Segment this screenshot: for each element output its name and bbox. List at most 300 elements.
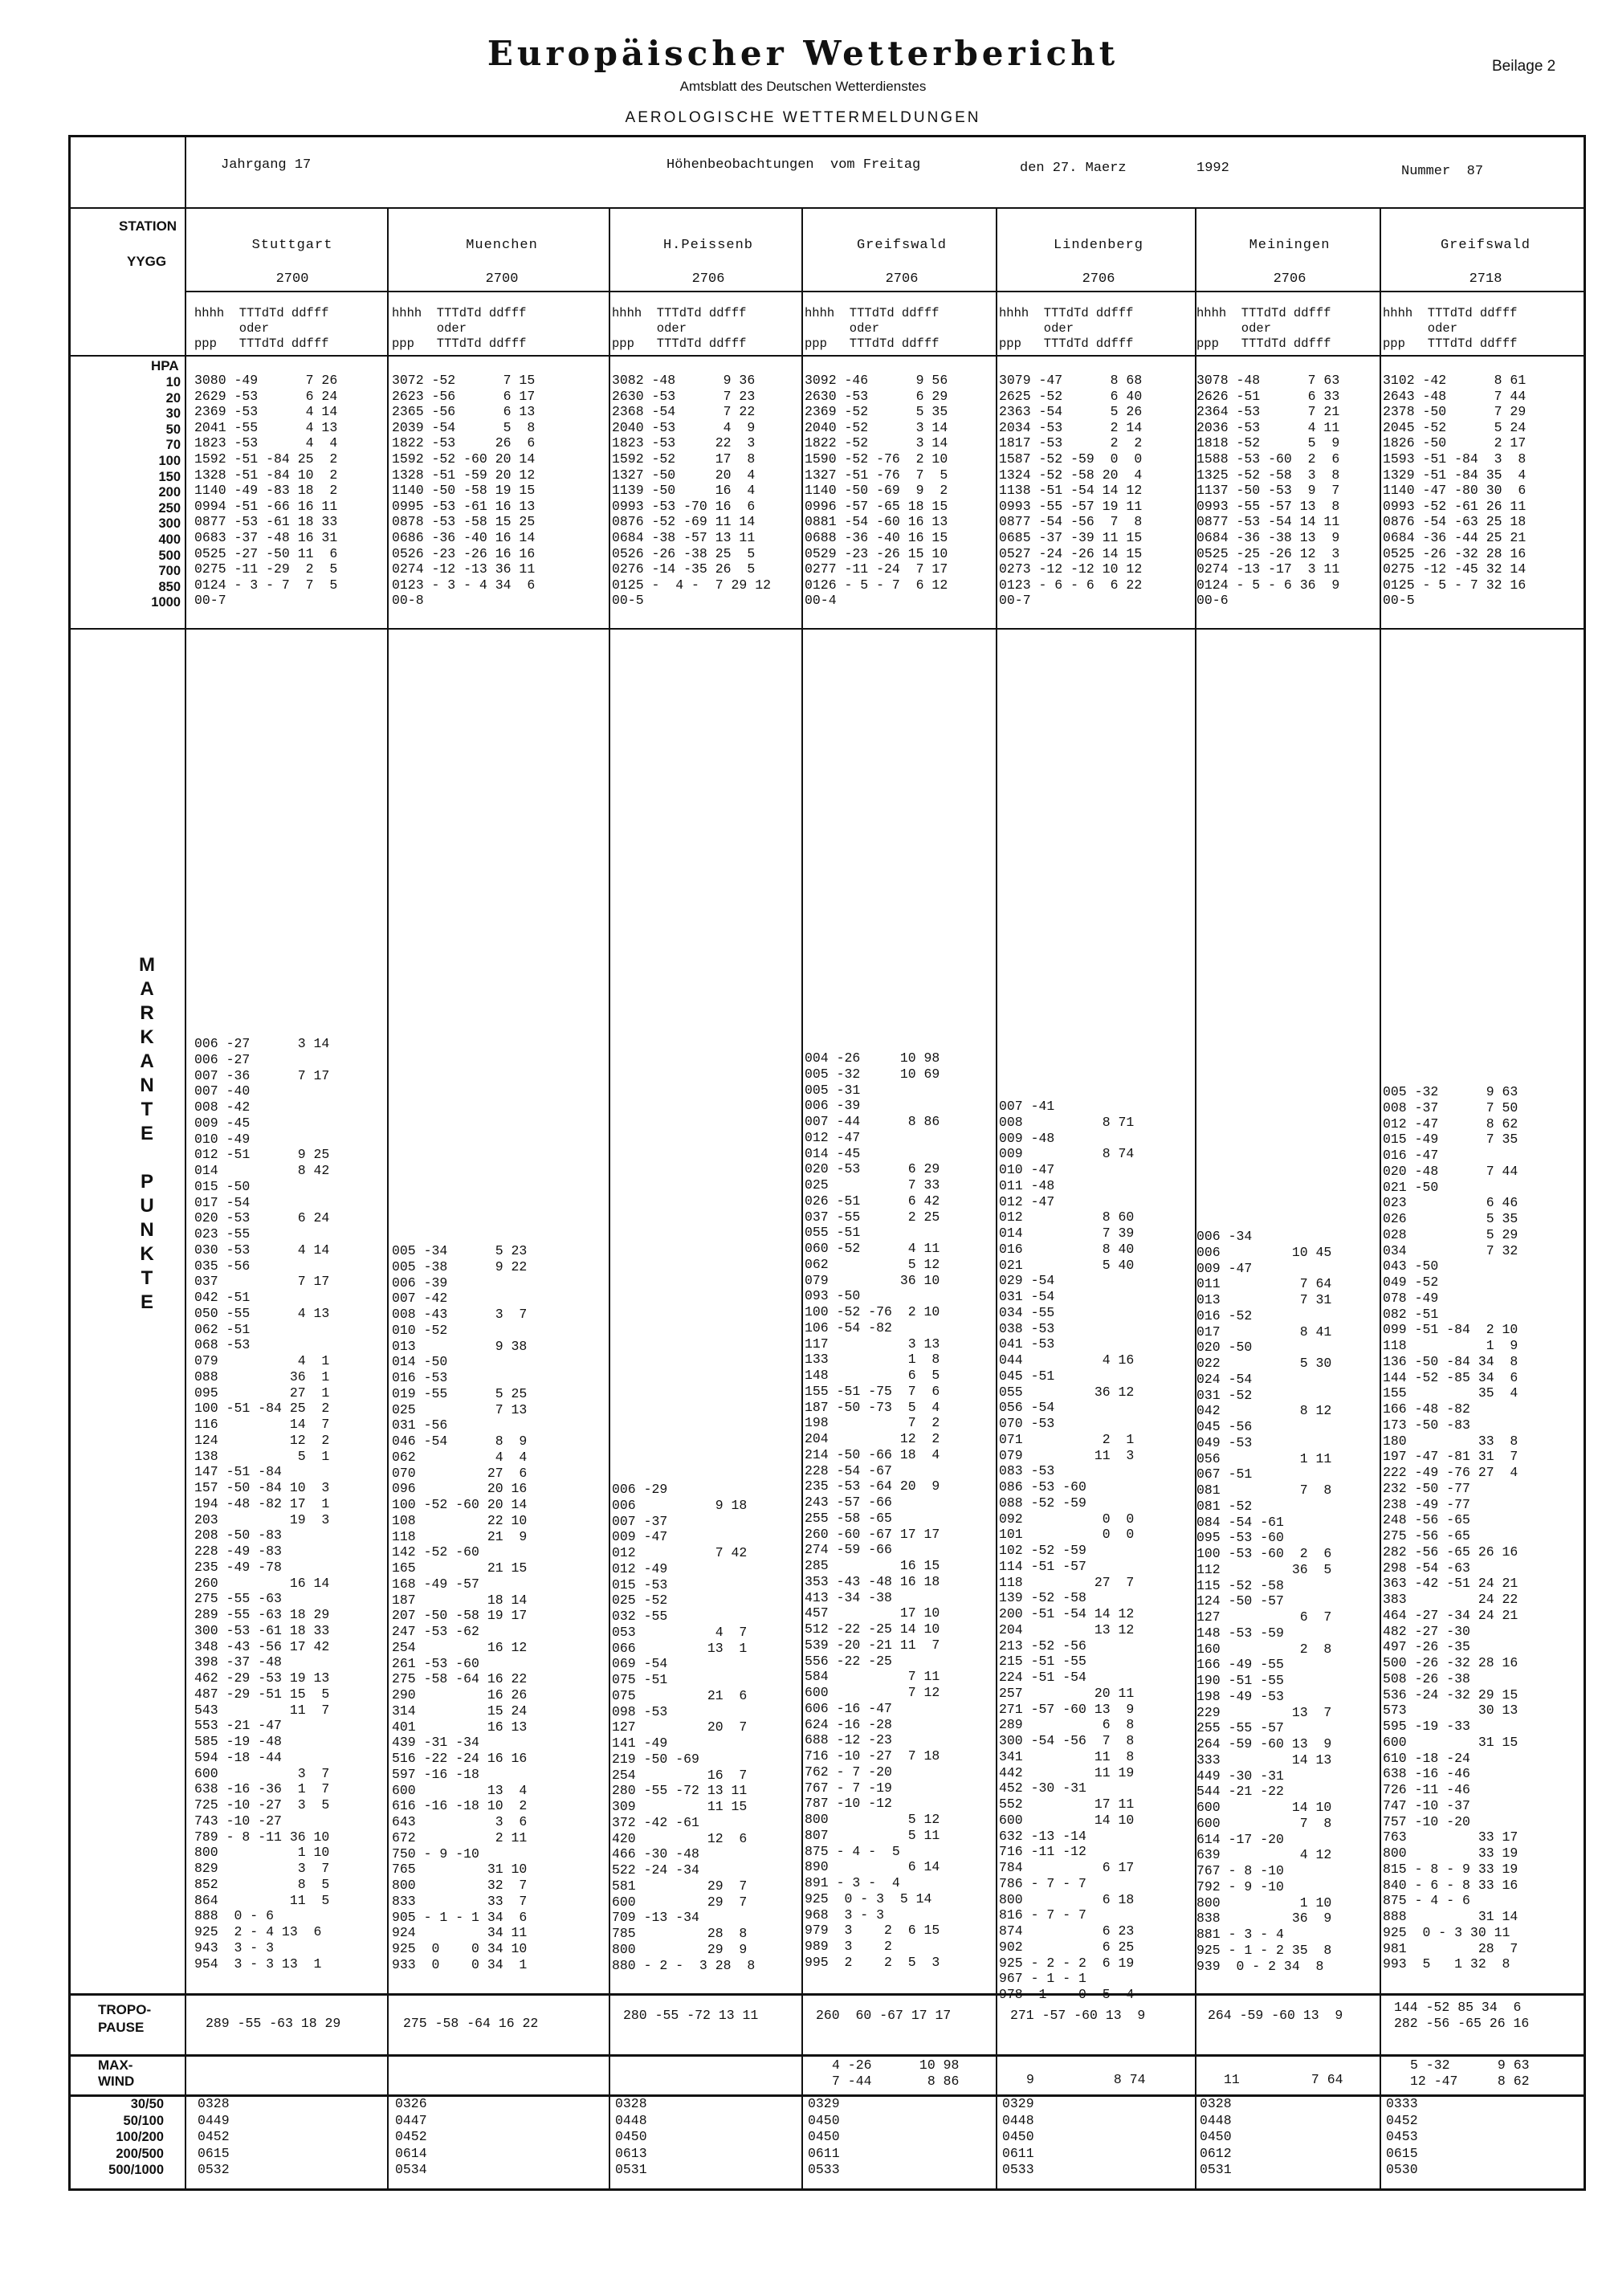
- data-row: 056 -54: [999, 1400, 1055, 1416]
- data-row: 106 -54 -82: [805, 1319, 892, 1336]
- data-row: 3102 -42 8 61: [1383, 373, 1527, 388]
- pressure-level: 700: [158, 564, 181, 579]
- markante-punkte-data: [805, 1050, 940, 1971]
- standard-levels-data: [1196, 373, 1339, 609]
- data-row: 0993 -55 -57 19 11: [999, 498, 1143, 514]
- data-row: 030 -53 4 14: [194, 1242, 330, 1258]
- data-row: 785 28 8: [612, 1926, 748, 1941]
- data-row: 0993 -55 -57 13 8: [1196, 498, 1340, 514]
- data-row: 255 -55 -57: [1196, 1720, 1284, 1736]
- data-row: 539 -20 -21 11 7: [805, 1637, 940, 1653]
- data-row: 213 -52 -56: [999, 1637, 1086, 1654]
- data-row: 0877 -53 -61 18 33: [194, 514, 338, 530]
- data-row: 021 -50: [1383, 1179, 1439, 1195]
- page-title: Europäischer Wetterbericht: [487, 34, 1119, 73]
- data-row: 029 -54: [999, 1273, 1055, 1289]
- data-row: 049 -52: [1383, 1274, 1439, 1290]
- data-row: 1324 -52 -58 20 4: [999, 467, 1143, 483]
- data-row: 807 5 11: [805, 1827, 940, 1843]
- data-row: 274 -59 -66: [805, 1542, 892, 1558]
- data-row: 500 -26 -32 28 16: [1383, 1655, 1518, 1670]
- pressure-level: 250: [158, 500, 181, 516]
- data-row: 401 16 13: [392, 1719, 528, 1735]
- markante-letter: U: [140, 1195, 154, 1217]
- data-row: 800 32 7: [392, 1878, 528, 1893]
- data-row: 767 - 8 -10: [1196, 1863, 1284, 1878]
- data-row: 016 8 40: [999, 1241, 1135, 1257]
- data-row: 275 -56 -65: [1383, 1528, 1470, 1544]
- data-row: 341 11 8: [999, 1748, 1135, 1764]
- data-row: 0123 - 6 - 6 6 22: [999, 577, 1143, 593]
- data-row: 264 -59 -60 13 9: [1208, 2008, 1343, 2023]
- data-row: 600 14 10: [1196, 1800, 1332, 1815]
- station-name: Muenchen: [466, 238, 538, 253]
- data-row: 643 3 6: [392, 1814, 528, 1829]
- year-label: Jahrgang 17: [221, 157, 312, 173]
- wind-shear-data: [1002, 2096, 1034, 2179]
- data-row: 082 -51: [1383, 1306, 1439, 1322]
- data-row: 816 - 7 - 7: [999, 1907, 1086, 1923]
- tropopause-data: [403, 2016, 538, 2032]
- data-row: 118 21 9: [392, 1528, 528, 1544]
- column-header-line: oder: [1383, 321, 1458, 336]
- data-row: 136 -50 -84 34 8: [1383, 1353, 1518, 1369]
- column-header-line: oder: [612, 321, 687, 336]
- data-row: 235 -49 -78: [194, 1559, 282, 1575]
- data-row: 187 -50 -73 5 4: [805, 1399, 940, 1415]
- column-header-line: oder: [999, 321, 1074, 336]
- station-name: H.Peissenb: [662, 238, 754, 253]
- data-row: 275 -55 -63: [194, 1591, 282, 1607]
- data-row: 013 9 38: [392, 1338, 528, 1354]
- station-name: Meiningen: [1249, 238, 1331, 253]
- data-row: 204 13 12: [999, 1621, 1135, 1637]
- column-header-line: hhhh TTTdTd ddfff: [194, 306, 329, 320]
- data-row: 522 -24 -34: [612, 1862, 699, 1878]
- pressure-level: 50: [165, 422, 181, 437]
- data-row: 214 -50 -66 18 4: [805, 1446, 940, 1462]
- data-row: 034 7 32: [1383, 1242, 1518, 1258]
- data-row: 464 -27 -34 24 21: [1383, 1607, 1518, 1623]
- data-row: 173 -50 -83: [1383, 1417, 1470, 1433]
- data-row: 12 -47 8 62: [1410, 2074, 1530, 2089]
- data-row: 0450: [1200, 2129, 1232, 2144]
- data-row: 890 6 14: [805, 1859, 940, 1875]
- data-row: 168 -49 -57: [392, 1576, 479, 1592]
- data-row: 0611: [1002, 2145, 1034, 2161]
- data-row: 2040 -52 3 14: [805, 419, 948, 435]
- station-name: Greifswald: [1440, 238, 1531, 253]
- data-row: 148 -53 -59: [1196, 1625, 1284, 1641]
- data-row: 070 -53: [999, 1416, 1055, 1431]
- data-row: 056 1 11: [1196, 1450, 1332, 1466]
- data-row: 632 -13 -14: [999, 1828, 1086, 1844]
- data-row: 006 9 18: [612, 1497, 748, 1513]
- data-row: 0684 -36 -38 13 9: [1196, 529, 1340, 545]
- hpa-label: HPA: [151, 358, 179, 373]
- data-row: 1822 -53 26 6: [392, 435, 536, 451]
- data-row: 095 27 1: [194, 1385, 330, 1401]
- data-row: 096 20 16: [392, 1481, 528, 1497]
- data-row: 144 -52 -85 34 6: [1383, 1369, 1518, 1385]
- data-row: 1817 -53 2 2: [999, 435, 1143, 451]
- data-row: 017 -54: [194, 1194, 251, 1210]
- data-row: 067 -51: [1196, 1466, 1253, 1482]
- data-row: 006 -39: [392, 1274, 448, 1291]
- data-row: 203 19 3: [194, 1511, 330, 1527]
- data-row: 757 -10 -20: [1383, 1813, 1470, 1829]
- data-row: 0275 -12 -45 32 14: [1383, 561, 1527, 577]
- data-row: 081 -52: [1196, 1498, 1253, 1514]
- data-row: 282 -56 -65 26 16: [1383, 1544, 1518, 1560]
- data-row: 763 33 17: [1383, 1829, 1518, 1845]
- data-row: 2368 -54 7 22: [612, 404, 756, 420]
- data-row: 0329: [1002, 2096, 1034, 2111]
- data-row: 075 -51: [612, 1672, 668, 1687]
- data-row: 017 8 41: [1196, 1323, 1332, 1340]
- data-row: 005 -34 5 23: [392, 1243, 528, 1258]
- data-row: 235 -53 -64 20 9: [805, 1478, 940, 1495]
- data-row: 3092 -46 9 56: [805, 373, 948, 388]
- data-row: 905 - 1 - 1 34 6: [392, 1909, 528, 1925]
- data-row: 160 2 8: [1196, 1641, 1332, 1657]
- data-row: 012 -47: [999, 1193, 1055, 1209]
- data-row: 016 -52: [1196, 1307, 1253, 1323]
- data-row: 0525 -26 -32 28 16: [1383, 545, 1527, 561]
- data-row: 1592 -52 17 8: [612, 451, 756, 467]
- data-row: 138 5 1: [194, 1448, 330, 1464]
- data-row: 215 -51 -55: [999, 1654, 1086, 1670]
- column-header-line: hhhh TTTdTd ddfff: [999, 306, 1134, 320]
- data-row: 2040 -53 4 9: [612, 419, 756, 435]
- data-row: 0531: [615, 2162, 647, 2177]
- data-row: 020 -50: [1196, 1340, 1253, 1356]
- data-row: 260 60 -67 17 17: [816, 2008, 952, 2023]
- data-row: 0525 -27 -50 11 6: [194, 545, 338, 561]
- tropopause-data: [1394, 2000, 1529, 2032]
- data-row: 0531: [1200, 2162, 1232, 2177]
- year-number: 1992: [1196, 161, 1229, 176]
- station-name: Lindenberg: [1053, 238, 1144, 253]
- data-row: 600 13 4: [392, 1782, 528, 1798]
- data-row: 4 -26 10 98: [832, 2057, 960, 2073]
- data-row: 614 -17 -20: [1196, 1831, 1284, 1847]
- data-row: 200 -51 -54 14 12: [999, 1606, 1135, 1621]
- data-row: 3082 -48 9 36: [612, 373, 756, 388]
- data-row: 088 -52 -59: [999, 1495, 1086, 1511]
- data-row: 2034 -53 2 14: [999, 419, 1143, 435]
- data-row: 2045 -52 5 24: [1383, 419, 1527, 435]
- data-row: 875 - 4 - 6: [1383, 1893, 1470, 1909]
- data-row: 0683 -37 -48 16 31: [194, 529, 338, 545]
- data-row: 00-5: [612, 593, 644, 609]
- data-row: 0126 - 5 - 7 6 12: [805, 577, 948, 593]
- data-row: 229 13 7: [1196, 1704, 1332, 1720]
- data-row: 114 -51 -57: [999, 1558, 1086, 1574]
- data-row: 0449: [198, 2112, 230, 2128]
- markante-letter: E: [140, 1123, 153, 1144]
- data-row: 725 -10 -27 3 5: [194, 1797, 330, 1813]
- data-row: 024 -54: [1196, 1371, 1253, 1387]
- data-row: 800 29 9: [612, 1941, 748, 1957]
- data-row: 012 8 60: [999, 1209, 1135, 1225]
- station-name: Greifswald: [856, 238, 948, 253]
- data-row: 1328 -51 -84 10 2: [194, 467, 338, 483]
- data-row: 1138 -51 -54 14 12: [999, 483, 1143, 499]
- data-row: 00-6: [1196, 593, 1229, 609]
- data-row: 014 8 42: [194, 1163, 330, 1178]
- data-row: 100 -52 -76 2 10: [805, 1304, 940, 1319]
- data-row: 0684 -38 -57 13 11: [612, 529, 756, 545]
- data-row: 0450: [1002, 2129, 1034, 2144]
- data-row: 512 -22 -25 14 10: [805, 1621, 940, 1637]
- standard-levels-data: [805, 373, 948, 609]
- data-row: 055 -51: [805, 1225, 861, 1241]
- data-row: 282 -56 -65 26 16: [1394, 2016, 1530, 2031]
- column-divider: [801, 207, 803, 2191]
- data-row: 726 -11 -46: [1383, 1782, 1470, 1797]
- data-row: 042 8 12: [1196, 1403, 1332, 1419]
- data-row: 023 -55: [194, 1226, 251, 1242]
- data-row: 0124 - 3 - 7 7 5: [194, 577, 338, 593]
- data-row: 487 -29 -51 15 5: [194, 1686, 330, 1702]
- column-header-line: ppp TTTdTd ddfff: [1383, 336, 1518, 351]
- data-row: 1325 -52 -58 3 8: [1196, 467, 1340, 483]
- shear-level: 30/50: [130, 2097, 164, 2111]
- tropopause-label: [98, 2001, 151, 2037]
- data-row: 062 5 12: [805, 1256, 940, 1272]
- data-row: 012 -51 9 25: [194, 1147, 330, 1163]
- data-row: 925 2 - 4 13 6: [194, 1924, 322, 1939]
- column-header-line: hhhh TTTdTd ddfff: [612, 306, 747, 320]
- data-row: 092 0 0: [999, 1511, 1135, 1527]
- data-row: 118 27 7: [999, 1574, 1135, 1590]
- data-row: 260 -60 -67 17 17: [805, 1526, 940, 1542]
- data-row: 616 -16 -18 10 2: [392, 1798, 528, 1814]
- data-row: 100 -51 -84 25 2: [194, 1401, 330, 1417]
- data-row: 208 -50 -83: [194, 1527, 282, 1544]
- data-row: 0612: [1200, 2145, 1232, 2161]
- column-divider: [996, 207, 997, 2191]
- data-row: 071 2 1: [999, 1431, 1135, 1447]
- data-row: 050 -55 4 13: [194, 1305, 330, 1321]
- data-row: 508 -26 -38: [1383, 1670, 1470, 1686]
- data-row: 1328 -51 -59 20 12: [392, 467, 536, 483]
- data-row: 028 5 29: [1383, 1226, 1518, 1242]
- data-row: 180 33 8: [1383, 1433, 1518, 1449]
- data-row: 981 28 7: [1383, 1940, 1518, 1956]
- data-row: 1137 -50 -53 9 7: [1196, 483, 1340, 499]
- data-row: 0614: [395, 2145, 427, 2161]
- data-row: 141 -49: [612, 1735, 668, 1751]
- data-row: 594 -18 -44: [194, 1749, 282, 1765]
- data-row: 139 -52 -58: [999, 1590, 1086, 1606]
- data-row: 439 -31 -34: [392, 1735, 479, 1751]
- data-row: 224 -51 -54: [999, 1670, 1086, 1685]
- data-row: 010 -49: [194, 1131, 251, 1147]
- pressure-level: 100: [158, 453, 181, 468]
- wind-shear-data: [1200, 2096, 1232, 2179]
- label-column-divider: [185, 135, 186, 2191]
- data-row: 0529 -23 -26 15 10: [805, 545, 948, 561]
- data-row: 789 - 8 -11 36 10: [194, 1829, 330, 1845]
- data-row: 298 -54 -63: [1383, 1560, 1470, 1576]
- data-row: 888 31 14: [1383, 1909, 1518, 1924]
- tropopause-divider: [68, 2054, 1586, 2057]
- markante-letter: R: [140, 1002, 154, 1024]
- data-row: 925 - 2 - 2 6 19: [999, 1955, 1135, 1971]
- data-row: 254 16 7: [612, 1767, 748, 1783]
- column-header-line: oder: [194, 321, 270, 336]
- data-row: 0329: [808, 2096, 840, 2111]
- data-row: 147 -51 -84: [194, 1464, 282, 1480]
- data-row: 099 -51 -84 2 10: [1383, 1322, 1518, 1338]
- page-subtitle: Amtsblatt des Deutschen Wetterdienstes: [679, 79, 927, 94]
- data-row: 013 7 31: [1196, 1292, 1332, 1307]
- data-row: 933 0 0 34 1: [392, 1956, 528, 1972]
- data-row: 353 -43 -48 16 18: [805, 1573, 940, 1589]
- data-row: 095 -53 -60: [1196, 1530, 1284, 1546]
- data-row: 875 - 4 - 5: [805, 1843, 900, 1859]
- data-row: 1587 -52 -59 0 0: [999, 451, 1143, 467]
- data-row: 066 13 1: [612, 1640, 748, 1656]
- data-row: 600 14 10: [999, 1812, 1135, 1828]
- data-row: 688 -12 -23: [805, 1732, 892, 1748]
- data-row: 084 -54 -61: [1196, 1514, 1284, 1530]
- column-divider: [387, 207, 389, 2191]
- data-row: 271 -57 -60 13 9: [1010, 2008, 1146, 2023]
- pressure-level: 30: [165, 406, 181, 422]
- data-row: 924 34 11: [392, 1925, 528, 1941]
- data-row: 243 -57 -66: [805, 1495, 892, 1510]
- data-row: 0276 -14 -35 26 5: [612, 561, 756, 577]
- data-row: 088 36 1: [194, 1368, 330, 1385]
- data-row: 978 1 0 5 4: [999, 1987, 1135, 2002]
- data-row: 0685 -37 -39 11 15: [999, 529, 1143, 545]
- data-row: 157 -50 -84 10 3: [194, 1480, 330, 1495]
- data-row: 833 33 7: [392, 1893, 528, 1909]
- data-row: 289 -55 -63 18 29: [194, 1607, 330, 1622]
- data-row: 005 -31: [805, 1082, 861, 1098]
- data-row: 840 - 6 - 8 33 16: [1383, 1877, 1518, 1893]
- data-row: 1140 -50 -58 19 15: [392, 483, 536, 499]
- data-row: 0526 -26 -38 25 5: [612, 545, 756, 561]
- data-row: 0274 -12 -13 36 11: [392, 561, 536, 577]
- data-row: 271 -57 -60 13 9: [999, 1701, 1135, 1717]
- standard-levels-divider: [68, 628, 1586, 630]
- column-header: [1383, 306, 1517, 352]
- markante-letter: K: [140, 1243, 154, 1265]
- station-yygg: 2700: [275, 271, 309, 287]
- data-row: 11 7 64: [1224, 2072, 1343, 2087]
- data-row: 0530: [1386, 2162, 1418, 2177]
- column-header-divider: [68, 355, 1586, 357]
- data-row: 1590 -52 -76 2 10: [805, 451, 948, 467]
- data-row: 035 -56: [194, 1258, 251, 1274]
- data-row: 784 6 17: [999, 1860, 1135, 1875]
- data-row: 116 14 7: [194, 1417, 330, 1432]
- data-row: 022 5 30: [1196, 1356, 1332, 1371]
- data-row: 3078 -48 7 63: [1196, 373, 1340, 388]
- station-yygg: 2706: [1273, 271, 1306, 287]
- pressure-level: 200: [158, 485, 181, 500]
- section-title: AEROLOGISCHE WETTERMELDUNGEN: [625, 109, 981, 126]
- data-row: 1140 -50 -69 9 2: [805, 483, 948, 499]
- markante-letter: K: [140, 1026, 154, 1048]
- data-row: 112 36 5: [1196, 1561, 1332, 1577]
- data-row: 049 -53: [1196, 1434, 1253, 1450]
- data-row: 466 -30 -48: [612, 1846, 699, 1862]
- data-row: 573 30 13: [1383, 1703, 1518, 1719]
- data-row: 0328: [198, 2096, 230, 2111]
- data-row: 275 -58 -64 16 22: [403, 2016, 539, 2031]
- observation-label: Höhenbeobachtungen vom Freitag: [666, 157, 921, 173]
- data-row: 442 11 19: [999, 1764, 1135, 1780]
- data-row: 420 12 6: [612, 1830, 748, 1846]
- data-row: 1822 -52 3 14: [805, 435, 948, 451]
- data-row: 1588 -53 -60 2 6: [1196, 451, 1340, 467]
- standard-levels-data: [194, 373, 337, 609]
- data-row: 0996 -57 -65 18 15: [805, 498, 948, 514]
- data-row: 624 -16 -28: [805, 1716, 892, 1732]
- pressure-level: 1000: [151, 595, 181, 610]
- pressure-level: 10: [165, 375, 181, 389]
- data-row: 767 - 7 -19: [805, 1780, 892, 1796]
- data-row: 2369 -52 5 35: [805, 404, 948, 420]
- data-row: 0125 - 5 - 7 32 16: [1383, 577, 1527, 593]
- data-row: 2629 -53 6 24: [194, 388, 338, 404]
- tropopause-data: [1010, 2008, 1145, 2024]
- data-row: 585 -19 -48: [194, 1734, 282, 1749]
- data-row: 3079 -47 8 68: [999, 373, 1143, 388]
- data-row: 750 - 9 -10: [392, 1845, 479, 1862]
- markante-letter: N: [140, 1075, 154, 1096]
- data-row: 006 -34: [1196, 1229, 1253, 1244]
- markante-letter: N: [140, 1219, 154, 1241]
- markante-letter: E: [140, 1291, 153, 1313]
- tropopause-label-line: TROPO-: [98, 2002, 152, 2017]
- data-row: 045 -56: [1196, 1419, 1253, 1434]
- data-row: 544 -21 -22: [1196, 1784, 1284, 1800]
- data-row: 552 17 11: [999, 1796, 1135, 1812]
- data-row: 309 11 15: [612, 1799, 748, 1814]
- data-row: 015 -53: [612, 1576, 668, 1593]
- data-row: 995 2 2 5 3: [805, 1954, 940, 1970]
- data-row: 597 -16 -18: [392, 1766, 479, 1782]
- data-row: 100 -52 -60 20 14: [392, 1497, 528, 1512]
- column-header-line: ppp TTTdTd ddfff: [999, 336, 1134, 351]
- pressure-level: 20: [165, 390, 181, 406]
- data-row: 0533: [1002, 2162, 1034, 2177]
- data-row: 012 -47: [805, 1129, 861, 1145]
- data-row: 007 -44 8 86: [805, 1114, 940, 1129]
- data-row: 289 6 8: [999, 1717, 1135, 1733]
- data-row: 0532: [198, 2162, 230, 2177]
- data-row: 0526 -23 -26 16 16: [392, 545, 536, 561]
- data-row: 891 - 3 - 4: [805, 1875, 900, 1890]
- data-row: 600 29 7: [612, 1894, 748, 1910]
- data-row: 902 6 25: [999, 1939, 1135, 1955]
- data-row: 0995 -53 -61 16 13: [392, 498, 536, 514]
- data-row: 053 4 7: [612, 1624, 748, 1640]
- wind-shear-data: [808, 2096, 840, 2179]
- data-row: 148 6 5: [805, 1368, 940, 1383]
- data-row: 452 -30 -31: [999, 1780, 1086, 1796]
- data-row: 037 7 17: [194, 1274, 330, 1290]
- data-row: 023 6 46: [1383, 1195, 1518, 1211]
- tropopause-data: [623, 2008, 758, 2024]
- data-row: 0525 -25 -26 12 3: [1196, 545, 1340, 561]
